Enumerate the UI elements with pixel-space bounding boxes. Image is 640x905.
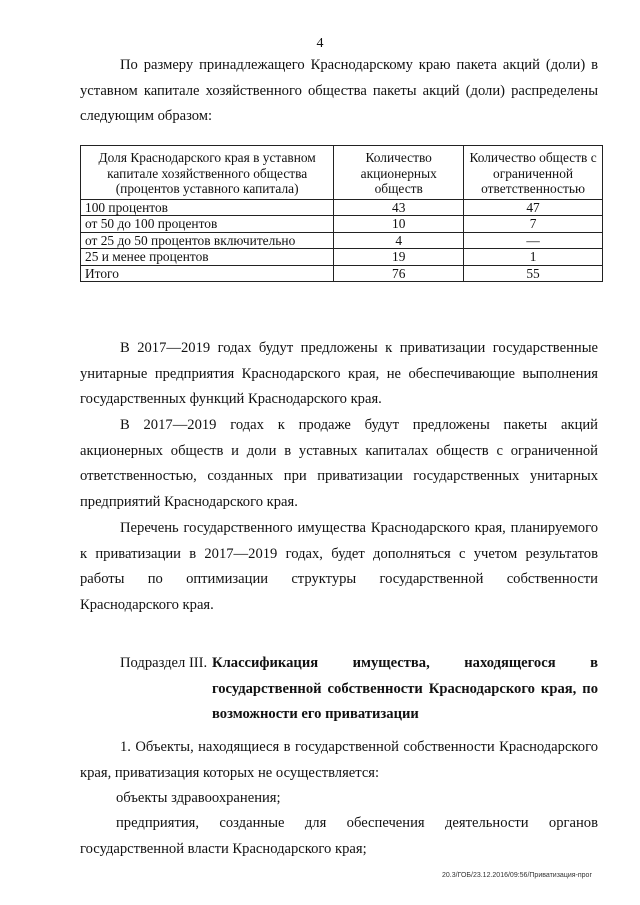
row-label: 100 процентов bbox=[81, 199, 334, 216]
paragraph-property-list: Перечень государственного имущества Краснодарского края, планируемого к приватизации в 2017—2019 годах, будет дополняться с учетом результатов работы по оптимизации структуры государственной собственности Краснодарского края. bbox=[80, 520, 598, 613]
subsection-title: Классификация имущества, находящегося в государственной собственности Краснодарского края, по возможности его приватизации bbox=[212, 655, 598, 722]
row-ao-count: 19 bbox=[334, 249, 464, 266]
list-item: объекты здравоохранения; bbox=[116, 790, 281, 806]
table-row bbox=[81, 249, 603, 266]
shares-table bbox=[80, 145, 603, 282]
row-llc-count: 7 bbox=[464, 216, 603, 233]
table-row bbox=[81, 199, 603, 216]
row-llc-count: 55 bbox=[464, 265, 603, 282]
row-llc-count: — bbox=[464, 232, 603, 249]
row-ao-count: 76 bbox=[334, 265, 464, 282]
header-share: Доля Краснодарского края в уставном капитале хозяйственного общества (процентов уставного капитала) bbox=[81, 146, 334, 200]
header-llc: Количество обществ с ограниченной ответственностью bbox=[464, 146, 603, 200]
row-ao-count: 10 bbox=[334, 216, 464, 233]
row-llc-count: 1 bbox=[464, 249, 603, 266]
row-llc-count: 47 bbox=[464, 199, 603, 216]
row-ao-count: 43 bbox=[334, 199, 464, 216]
list-item: 1. Объекты, находящиеся в государственной собственности Краснодарского края, приватизация которых не осуществляется: bbox=[80, 739, 598, 781]
row-label: 25 и менее процентов bbox=[81, 249, 334, 266]
row-label: от 50 до 100 процентов bbox=[81, 216, 334, 233]
table-row bbox=[81, 232, 603, 249]
row-ao-count: 4 bbox=[334, 232, 464, 249]
row-label: от 25 до 50 процентов включительно bbox=[81, 232, 334, 249]
row-label: Итого bbox=[81, 265, 334, 282]
page-number: 4 bbox=[316, 36, 324, 51]
intro-paragraph: По размеру принадлежащего Краснодарскому краю пакета акций (доли) в уставном капитале хозяйственного общества пакеты акций (доли) распределены следующим образом: bbox=[80, 57, 598, 124]
paragraph-shares-sale: В 2017—2019 годах к продаже будут предложены пакеты акций акционерных обществ и доли в уставных капиталах обществ с ограниченной ответственностью, созданных при приватизации государственных унитарных предприятий Краснодарского края. bbox=[80, 417, 598, 510]
document-footer: 20.3/ГОБ/23.12.2016/09:56/Приватизация-прог bbox=[442, 872, 592, 879]
table-header-row bbox=[81, 146, 603, 200]
table-row bbox=[81, 216, 603, 233]
subsection-label: Подраздел III. bbox=[120, 655, 208, 671]
list-item: предприятия, созданные для обеспечения деятельности органов государственной власти Краснодарского края; bbox=[80, 815, 598, 857]
table-total-row bbox=[81, 265, 603, 282]
paragraph-unitary-enterprises: В 2017—2019 годах будут предложены к приватизации государственные унитарные предприятия Краснодарского края, не обеспечивающие выполнения государственных функций Краснодарского края. bbox=[80, 340, 598, 407]
header-joint-stock: Количество акционерных обществ bbox=[334, 146, 464, 200]
